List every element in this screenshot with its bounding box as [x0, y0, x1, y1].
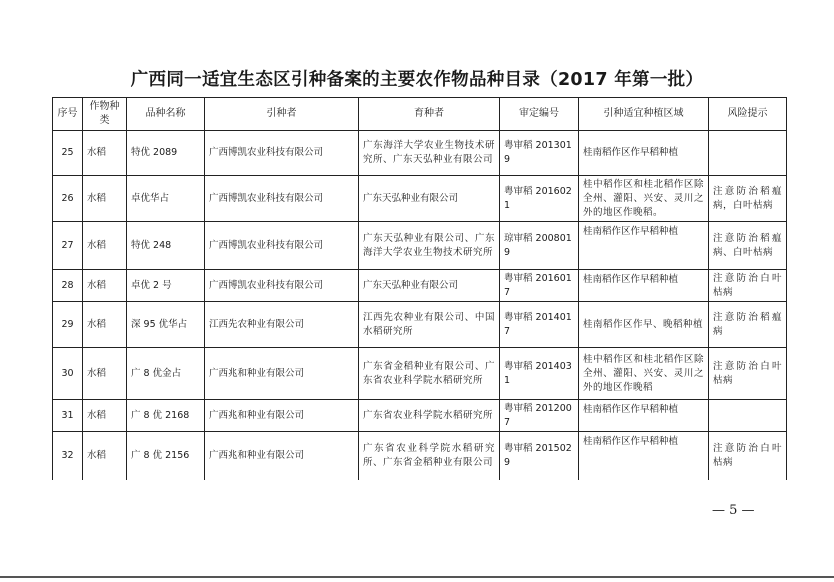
cell-approval: 粤审稻 2016021	[500, 176, 579, 222]
cell-breeder: 广东海洋大学农业生物技术研究所、广东天弘种业有限公司	[359, 131, 500, 176]
cell-risk	[709, 131, 787, 176]
bottom-divider	[0, 576, 834, 578]
cell-variety: 特优 248	[127, 222, 205, 270]
cell-breeder: 广东天弘种业有限公司	[359, 176, 500, 222]
cell-crop: 水稻	[83, 176, 127, 222]
cell-no: 32	[53, 432, 83, 480]
cell-breeder: 广东省农业科学院水稻研究所	[359, 400, 500, 432]
variety-catalog-table	[52, 97, 787, 480]
header-breeder: 育种者	[359, 98, 500, 131]
cell-region: 桂南稻作区作早稻种植	[579, 131, 709, 176]
cell-no: 31	[53, 400, 83, 432]
cell-variety: 特优 2089	[127, 131, 205, 176]
cell-crop: 水稻	[83, 302, 127, 348]
cell-region: 桂南稻作区作早稻种植	[579, 432, 709, 480]
cell-no: 30	[53, 348, 83, 400]
table-row	[53, 302, 787, 348]
cell-variety: 广 8 优 2168	[127, 400, 205, 432]
cell-approval: 粤审稻 2014017	[500, 302, 579, 348]
cell-approval: 琼审稻 2008019	[500, 222, 579, 270]
page-number: — 5 —	[712, 503, 755, 518]
cell-breeder: 广东省农业科学院水稻研究所、广东省金稻种业有限公司	[359, 432, 500, 480]
cell-crop: 水稻	[83, 400, 127, 432]
cell-risk: 注意防治白叶枯病	[709, 270, 787, 302]
table-row	[53, 131, 787, 176]
cell-introducer: 广西兆和种业有限公司	[205, 432, 359, 480]
cell-introducer: 广西博凯农业科技有限公司	[205, 131, 359, 176]
cell-risk: 注意防治稻瘟病、白叶枯病	[709, 222, 787, 270]
cell-no: 25	[53, 131, 83, 176]
cell-variety: 深 95 优华占	[127, 302, 205, 348]
cell-region: 桂南稻作区作早稻种植	[579, 222, 709, 270]
cell-risk: 注意防治稻瘟病，白叶枯病	[709, 176, 787, 222]
cell-breeder: 广东天弘种业有限公司	[359, 270, 500, 302]
cell-crop: 水稻	[83, 348, 127, 400]
cell-introducer: 广西兆和种业有限公司	[205, 400, 359, 432]
cell-crop: 水稻	[83, 131, 127, 176]
header-introducer: 引种者	[205, 98, 359, 131]
cell-approval: 粤审稻 2013019	[500, 131, 579, 176]
cell-variety: 广 8 优 2156	[127, 432, 205, 480]
cell-region: 桂南稻作区作早稻种植	[579, 400, 709, 432]
cell-risk: 注意防治稻瘟病	[709, 302, 787, 348]
header-approval: 审定编号	[500, 98, 579, 131]
cell-introducer: 广西兆和种业有限公司	[205, 348, 359, 400]
cell-introducer: 广西博凯农业科技有限公司	[205, 176, 359, 222]
table-row	[53, 432, 787, 480]
cell-approval: 粤审稻 2012007	[500, 400, 579, 432]
cell-region: 桂南稻作区作早、晚稻种植	[579, 302, 709, 348]
cell-crop: 水稻	[83, 432, 127, 480]
table-row	[53, 176, 787, 222]
cell-crop: 水稻	[83, 222, 127, 270]
cell-approval: 粤审稻 2016017	[500, 270, 579, 302]
cell-approval: 粤审稻 2014031	[500, 348, 579, 400]
header-no: 序号	[53, 98, 83, 131]
cell-breeder: 江西先农种业有限公司、中国水稻研究所	[359, 302, 500, 348]
cell-breeder: 广东天弘种业有限公司、广东海洋大学农业生物技术研究所	[359, 222, 500, 270]
header-risk: 风险提示	[709, 98, 787, 131]
cell-risk	[709, 400, 787, 432]
cell-region: 桂中稻作区和桂北稻作区除全州、灌阳、兴安、灵川之外的地区作晚稻	[579, 348, 709, 400]
cell-introducer: 江西先农种业有限公司	[205, 302, 359, 348]
cell-risk: 注意防治白叶枯病	[709, 432, 787, 480]
table-header-row	[53, 98, 787, 131]
cell-no: 27	[53, 222, 83, 270]
cell-risk: 注意防治白叶枯病	[709, 348, 787, 400]
table-row	[53, 348, 787, 400]
page-title: 广西同一适宜生态区引种备案的主要农作物品种目录（2017 年第一批）	[130, 70, 704, 90]
header-crop: 作物种类	[83, 98, 127, 131]
cell-breeder: 广东省金稻种业有限公司、广东省农业科学院水稻研究所	[359, 348, 500, 400]
cell-introducer: 广西博凯农业科技有限公司	[205, 270, 359, 302]
cell-variety: 卓优华占	[127, 176, 205, 222]
cell-crop: 水稻	[83, 270, 127, 302]
table-row	[53, 222, 787, 270]
cell-variety: 卓优 2 号	[127, 270, 205, 302]
cell-variety: 广 8 优金占	[127, 348, 205, 400]
cell-approval: 粤审稻 2015029	[500, 432, 579, 480]
header-variety: 品种名称	[127, 98, 205, 131]
cell-introducer: 广西博凯农业科技有限公司	[205, 222, 359, 270]
cell-no: 28	[53, 270, 83, 302]
table-row	[53, 270, 787, 302]
header-region: 引种适宜种植区域	[579, 98, 709, 131]
cell-region: 桂中稻作区和桂北稻作区除全州、灌阳、兴安、灵川之外的地区作晚稻。	[579, 176, 709, 222]
cell-no: 29	[53, 302, 83, 348]
cell-no: 26	[53, 176, 83, 222]
table-row	[53, 400, 787, 432]
cell-region: 桂南稻作区作早稻种植	[579, 270, 709, 302]
